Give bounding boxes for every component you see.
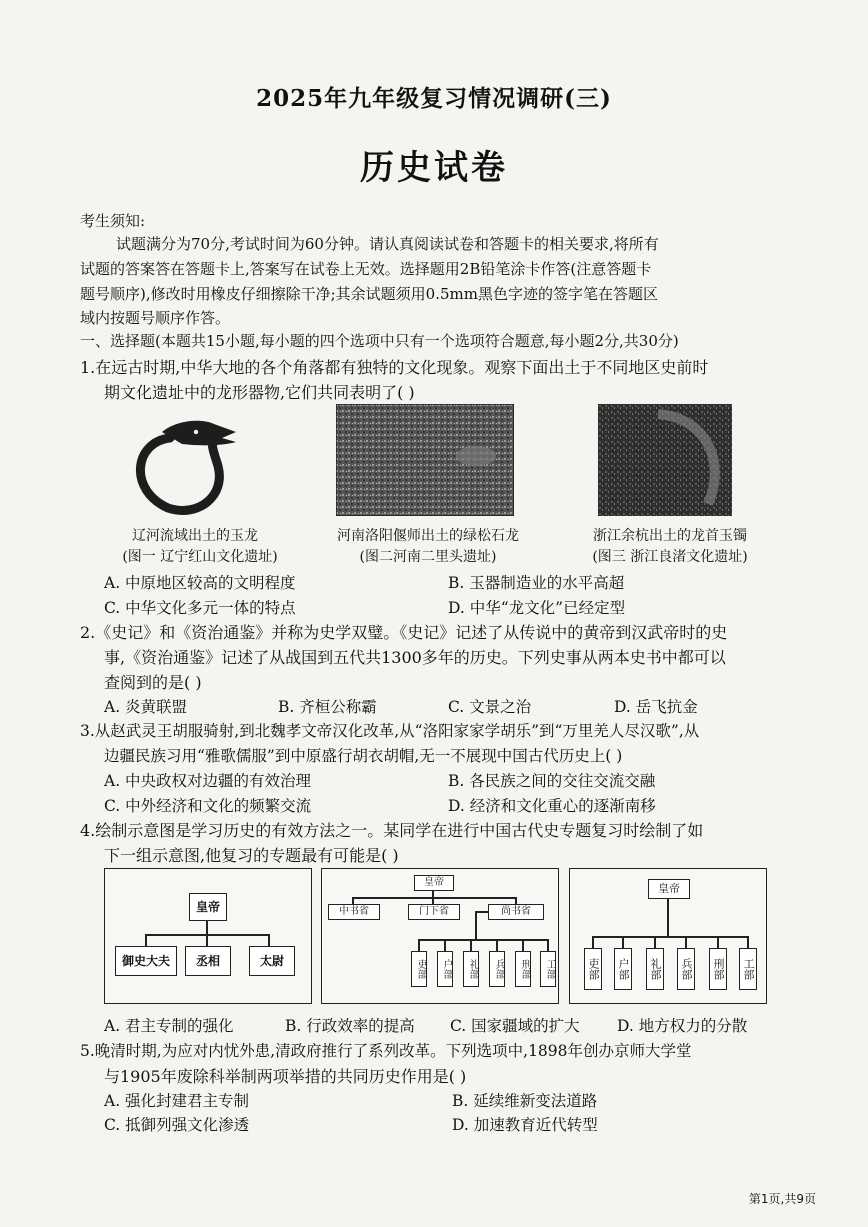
question-4-line: 下一组示意图,他复习的专题最有可能是( ) [104, 846, 399, 865]
question-1-line: 1.在远古时期,中华大地的各个角落都有独特的文化现象。观察下面出土于不同地区史前时 [80, 358, 709, 377]
diagram-ming-six-ministries [569, 868, 767, 1004]
question-5-line: 5.晚清时期,为应对内忧外患,清政府推行了系列改革。下列选项中,1898年创办京师大学堂 [80, 1042, 692, 1060]
section-heading: 一、选择题(本题共15小题,每小题的四个选项中只有一个选项符合题意,每小题2分,共30分) [80, 332, 679, 350]
emperor-box: 皇帝 [189, 893, 227, 921]
option-c[interactable]: C. 文景之治 [448, 698, 532, 716]
option-c[interactable]: C. 中外经济和文化的频繁交流 [104, 797, 312, 815]
option-b[interactable]: B. 各民族之间的交往交流交融 [448, 772, 656, 790]
question-5-line: 与1905年废除科举制两项举措的共同历史作用是( ) [104, 1067, 467, 1086]
ministry-box: 吏部 [411, 951, 427, 987]
option-c[interactable]: C. 中华文化多元一体的特点 [104, 599, 296, 617]
notice-line: 题号顺序),修改时用橡皮仔细擦除干净;其余试题须用0.5mm黑色字迹的签字笔在答题区 [80, 285, 658, 303]
ministry-box: 工部 [739, 948, 757, 990]
ministry-box: 户部 [614, 948, 632, 990]
turquoise-dragon-image [336, 404, 514, 516]
option-a[interactable]: A. 中央政权对边疆的有效治理 [104, 772, 312, 790]
figure-source: (图三 浙江良渚文化遗址) [592, 549, 748, 565]
option-a[interactable]: A. 中原地区较高的文明程度 [104, 574, 296, 592]
notice-line: 域内按题号顺序作答。 [80, 309, 231, 327]
option-c[interactable]: C. 抵御列强文化渗透 [104, 1116, 250, 1134]
option-b[interactable]: B. 齐桓公称霸 [278, 698, 377, 716]
exam-title: 2025年九年级复习情况调研(三) [256, 85, 612, 112]
question-2-line: 2.《史记》和《资治通鉴》并称为史学双璧。《史记》记述了从传说中的黄帝到汉武帝时的史 [80, 623, 728, 642]
department-box: 门下省 [408, 904, 460, 920]
figure-source: (图二河南二里头遗址) [359, 549, 497, 565]
question-4-line: 4.绘制示意图是学习历史的有效方法之一。某同学在进行中国古代史专题复习时绘制了如 [80, 821, 704, 840]
ministry-box: 刑部 [515, 951, 531, 987]
option-c[interactable]: C. 国家疆域的扩大 [450, 1017, 580, 1035]
notice-heading: 考生须知: [80, 212, 146, 230]
ministry-box: 兵部 [489, 951, 505, 987]
diagram-three-departments [321, 868, 559, 1004]
department-box: 中书省 [328, 904, 380, 920]
option-a[interactable]: A. 君主专制的强化 [104, 1017, 234, 1035]
option-d[interactable]: D. 经济和文化重心的逐渐南移 [448, 797, 656, 815]
ministry-box: 刑部 [709, 948, 727, 990]
diagram-qin-central [104, 868, 312, 1004]
ministry-box: 工部 [540, 951, 556, 987]
notice-line: 试题满分为70分,考试时间为60分钟。请认真阅读试卷和答题卡的相关要求,将所有 [116, 235, 659, 253]
jade-dragon-image [118, 412, 248, 520]
page-number: 第1页,共9页 [748, 1192, 816, 1206]
figure-caption: 浙江余杭出土的龙首玉镯 [593, 528, 747, 544]
option-d[interactable]: D. 地方权力的分散 [617, 1017, 748, 1035]
ministry-box: 吏部 [584, 948, 602, 990]
option-a[interactable]: A. 炎黄联盟 [104, 698, 188, 716]
figure-source: (图一 辽宁红山文化遗址) [122, 549, 278, 565]
figure-caption: 河南洛阳偃师出土的绿松石龙 [337, 528, 519, 544]
question-3-line: 边疆民族习用“雅歌儒服”到中原盛行胡衣胡帽,无一不展现中国古代历史上( ) [104, 747, 623, 765]
question-3-line: 3.从赵武灵王胡服骑射,到北魏孝文帝汉化改革,从“洛阳家家学胡乐”到“万里羌人尽汉歌”,从 [80, 722, 700, 740]
option-d[interactable]: D. 中华“龙文化”已经定型 [448, 599, 626, 617]
official-box: 御史大夫 [115, 946, 177, 976]
question-2-line: 查阅到的是( ) [104, 673, 202, 692]
option-b[interactable]: B. 行政效率的提高 [285, 1017, 415, 1035]
official-box: 太尉 [249, 946, 295, 976]
option-b[interactable]: B. 延续维新变法道路 [452, 1092, 598, 1110]
option-d[interactable]: D. 加速教育近代转型 [452, 1116, 598, 1134]
emperor-box: 皇帝 [648, 879, 690, 899]
jade-bracelet-image [598, 404, 732, 516]
option-b[interactable]: B. 玉器制造业的水平高超 [448, 574, 625, 592]
ministry-box: 户部 [437, 951, 453, 987]
option-d[interactable]: D. 岳飞抗金 [614, 698, 698, 716]
figure-caption: 辽河流域出土的玉龙 [132, 528, 258, 544]
emperor-box: 皇帝 [414, 875, 454, 891]
ministry-box: 兵部 [677, 948, 695, 990]
department-box: 尚书省 [488, 904, 544, 920]
option-a[interactable]: A. 强化封建君主专制 [104, 1092, 250, 1110]
notice-line: 试题的答案答在答题卡上,答案写在试卷上无效。选择题用2B铅笔涂卡作答(注意答题卡 [80, 260, 652, 278]
ministry-box: 礼部 [646, 948, 664, 990]
subject-title: 历史试卷 [360, 148, 508, 188]
question-2-line: 事,《资治通鉴》记述了从战国到五代共1300多年的历史。下列史事从两本史书中都可以 [104, 648, 726, 667]
official-box: 丞相 [185, 946, 231, 976]
question-1-line: 期文化遗址中的龙形器物,它们共同表明了( ) [104, 383, 415, 402]
ministry-box: 礼部 [463, 951, 479, 987]
